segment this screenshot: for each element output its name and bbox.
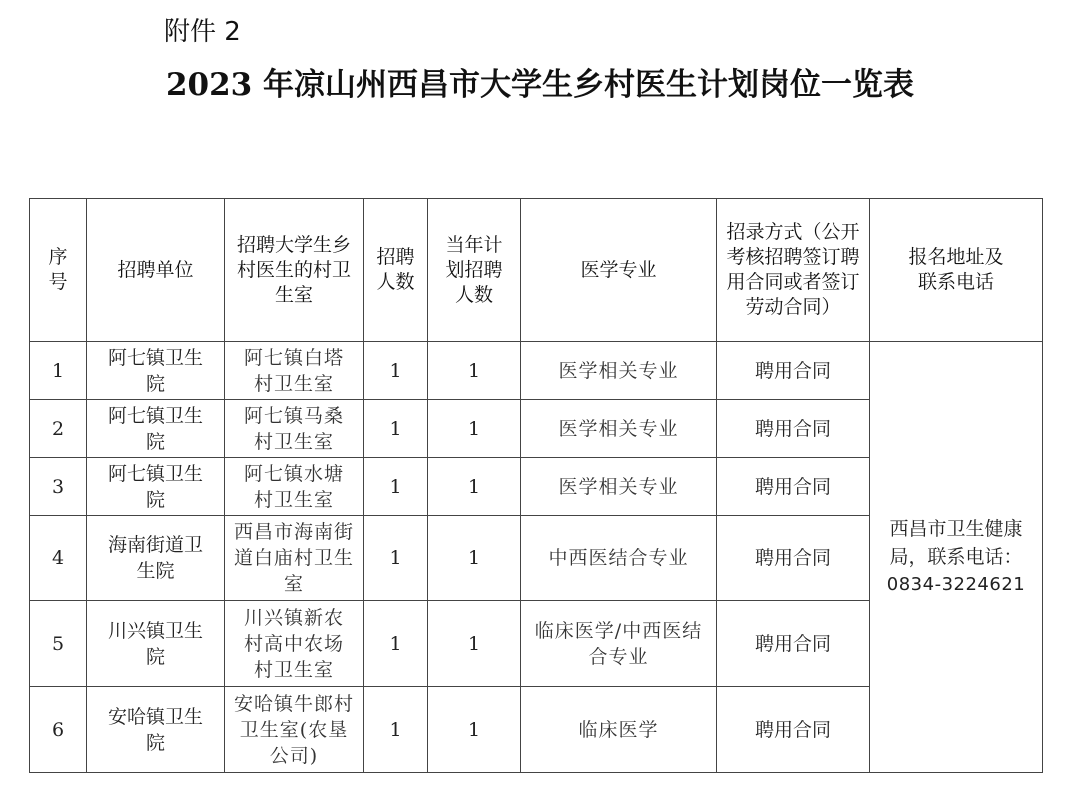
header-clinic: 招聘大学生乡村医生的村卫生室: [225, 199, 364, 342]
cell-seq: 4: [30, 516, 87, 601]
cell-unit: 阿七镇卫生院: [87, 458, 225, 516]
table-row: [30, 342, 1043, 400]
cell-seq: 1: [30, 342, 87, 400]
attachment-label: 附件 2: [164, 17, 241, 47]
header-unit: 招聘单位: [87, 199, 225, 342]
cell-seq: 5: [30, 601, 87, 687]
cell-plan: 1: [428, 687, 521, 773]
cell-major: 临床医学: [521, 687, 717, 773]
header-plan: 当年计划招聘人数: [428, 199, 521, 342]
header-seq: 序号: [30, 199, 87, 342]
cell-method: 聘用合同: [717, 400, 870, 458]
cell-unit: 安哈镇卫生院: [87, 687, 225, 773]
cell-clinic: 川兴镇新农村高中农场村卫生室: [225, 601, 364, 687]
cell-major: 医学相关专业: [521, 400, 717, 458]
cell-unit: 阿七镇卫生院: [87, 400, 225, 458]
cell-unit: 阿七镇卫生院: [87, 342, 225, 400]
cell-seq: 2: [30, 400, 87, 458]
cell-major: 中西医结合专业: [521, 516, 717, 601]
cell-count: 1: [364, 342, 428, 400]
cell-count: 1: [364, 601, 428, 687]
header-major: 医学专业: [521, 199, 717, 342]
cell-clinic: 安哈镇牛郎村卫生室(农垦公司): [225, 687, 364, 773]
cell-plan: 1: [428, 601, 521, 687]
cell-seq: 3: [30, 458, 87, 516]
cell-clinic: 阿七镇白塔村卫生室: [225, 342, 364, 400]
cell-unit: 川兴镇卫生院: [87, 601, 225, 687]
cell-contact: [870, 342, 1043, 773]
header-contact: 报名地址及联系电话: [870, 199, 1043, 342]
cell-clinic: 西昌市海南街道白庙村卫生室: [225, 516, 364, 601]
cell-method: 聘用合同: [717, 516, 870, 601]
cell-clinic: 阿七镇马桑村卫生室: [225, 400, 364, 458]
cell-unit: 海南街道卫生院: [87, 516, 225, 601]
header-method: 招录方式（公开考核招聘签订聘用合同或者签订劳动合同）: [717, 199, 870, 342]
cell-method: 聘用合同: [717, 601, 870, 687]
contact-phone: 0834-3224621: [886, 574, 1026, 595]
cell-plan: 1: [428, 458, 521, 516]
page-title: 2023 年凉山州西昌市大学生乡村医生计划岗位一览表: [165, 67, 915, 103]
cell-count: 1: [364, 687, 428, 773]
recruitment-table: [29, 198, 1043, 773]
table-header-row: [30, 199, 1043, 342]
cell-method: 聘用合同: [717, 342, 870, 400]
cell-plan: 1: [428, 400, 521, 458]
cell-count: 1: [364, 400, 428, 458]
cell-method: 聘用合同: [717, 687, 870, 773]
cell-clinic: 阿七镇水塘村卫生室: [225, 458, 364, 516]
contact-text: 西昌市卫生健康局，联系电话：: [889, 518, 1023, 568]
header-count: 招聘人数: [364, 199, 428, 342]
cell-major: 医学相关专业: [521, 458, 717, 516]
cell-major: 临床医学/中西医结合专业: [521, 601, 717, 687]
cell-seq: 6: [30, 687, 87, 773]
cell-plan: 1: [428, 342, 521, 400]
cell-major: 医学相关专业: [521, 342, 717, 400]
cell-method: 聘用合同: [717, 458, 870, 516]
cell-count: 1: [364, 516, 428, 601]
cell-plan: 1: [428, 516, 521, 601]
cell-count: 1: [364, 458, 428, 516]
